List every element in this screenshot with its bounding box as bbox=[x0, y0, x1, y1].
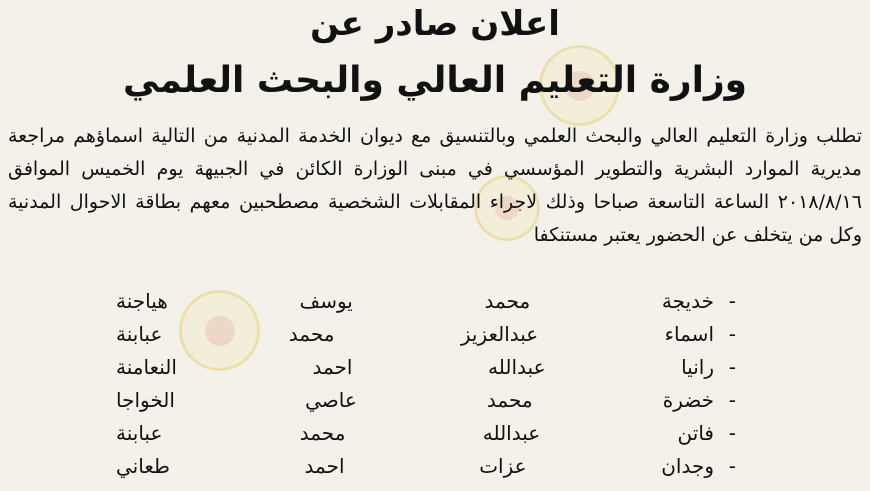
list-item bbox=[116, 318, 736, 351]
list-dash: - bbox=[728, 289, 736, 313]
list-item bbox=[116, 417, 736, 450]
candidate-name: خضرة محمد عاصي الخواجا bbox=[116, 388, 714, 412]
list-dash: - bbox=[728, 322, 736, 346]
list-dash: - bbox=[728, 454, 736, 478]
list-dash: - bbox=[728, 421, 736, 445]
candidate-name: وجدان عزات احمد طعاني bbox=[116, 454, 714, 478]
ministry-name: وزارة التعليم العالي والبحث العلمي bbox=[122, 60, 748, 101]
list-item bbox=[116, 285, 736, 318]
candidate-name: فاتن عبدالله محمد عبابنة bbox=[116, 421, 714, 445]
candidate-name: خديجة محمد يوسف هياجنة bbox=[116, 289, 714, 313]
announcement-body: تطلب وزارة التعليم العالي والبحث العلمي وبالتنسيق مع ديوان الخدمة المدنية من التالية اسماؤهم مراجعة مديرية الموارد البشرية والتطوير المؤسسي في مبنى الوزارة الكائن في الجبيهة يوم الخميس الموافق ٢٠١٨/٨/١٦ الساعة التاسعة صباحا وذلك لاجراء المقابلات الشخصية مصطحبين معهم بطاقة الاحوال المدنية وكل من يتخلف عن الحضور يعتبر مستنكفا bbox=[8, 125, 862, 246]
list-item bbox=[116, 384, 736, 417]
list-dash: - bbox=[728, 355, 736, 379]
candidate-name: اسماء عبدالعزيز محمد عبابنة bbox=[116, 322, 714, 346]
candidate-name: رانيا عبدالله احمد النعامنة bbox=[116, 355, 714, 379]
announcement-title: اعلان صادر عن bbox=[310, 4, 560, 44]
list-dash: - bbox=[728, 388, 736, 412]
names-list bbox=[116, 285, 736, 483]
list-item bbox=[116, 450, 736, 483]
list-item bbox=[116, 351, 736, 384]
